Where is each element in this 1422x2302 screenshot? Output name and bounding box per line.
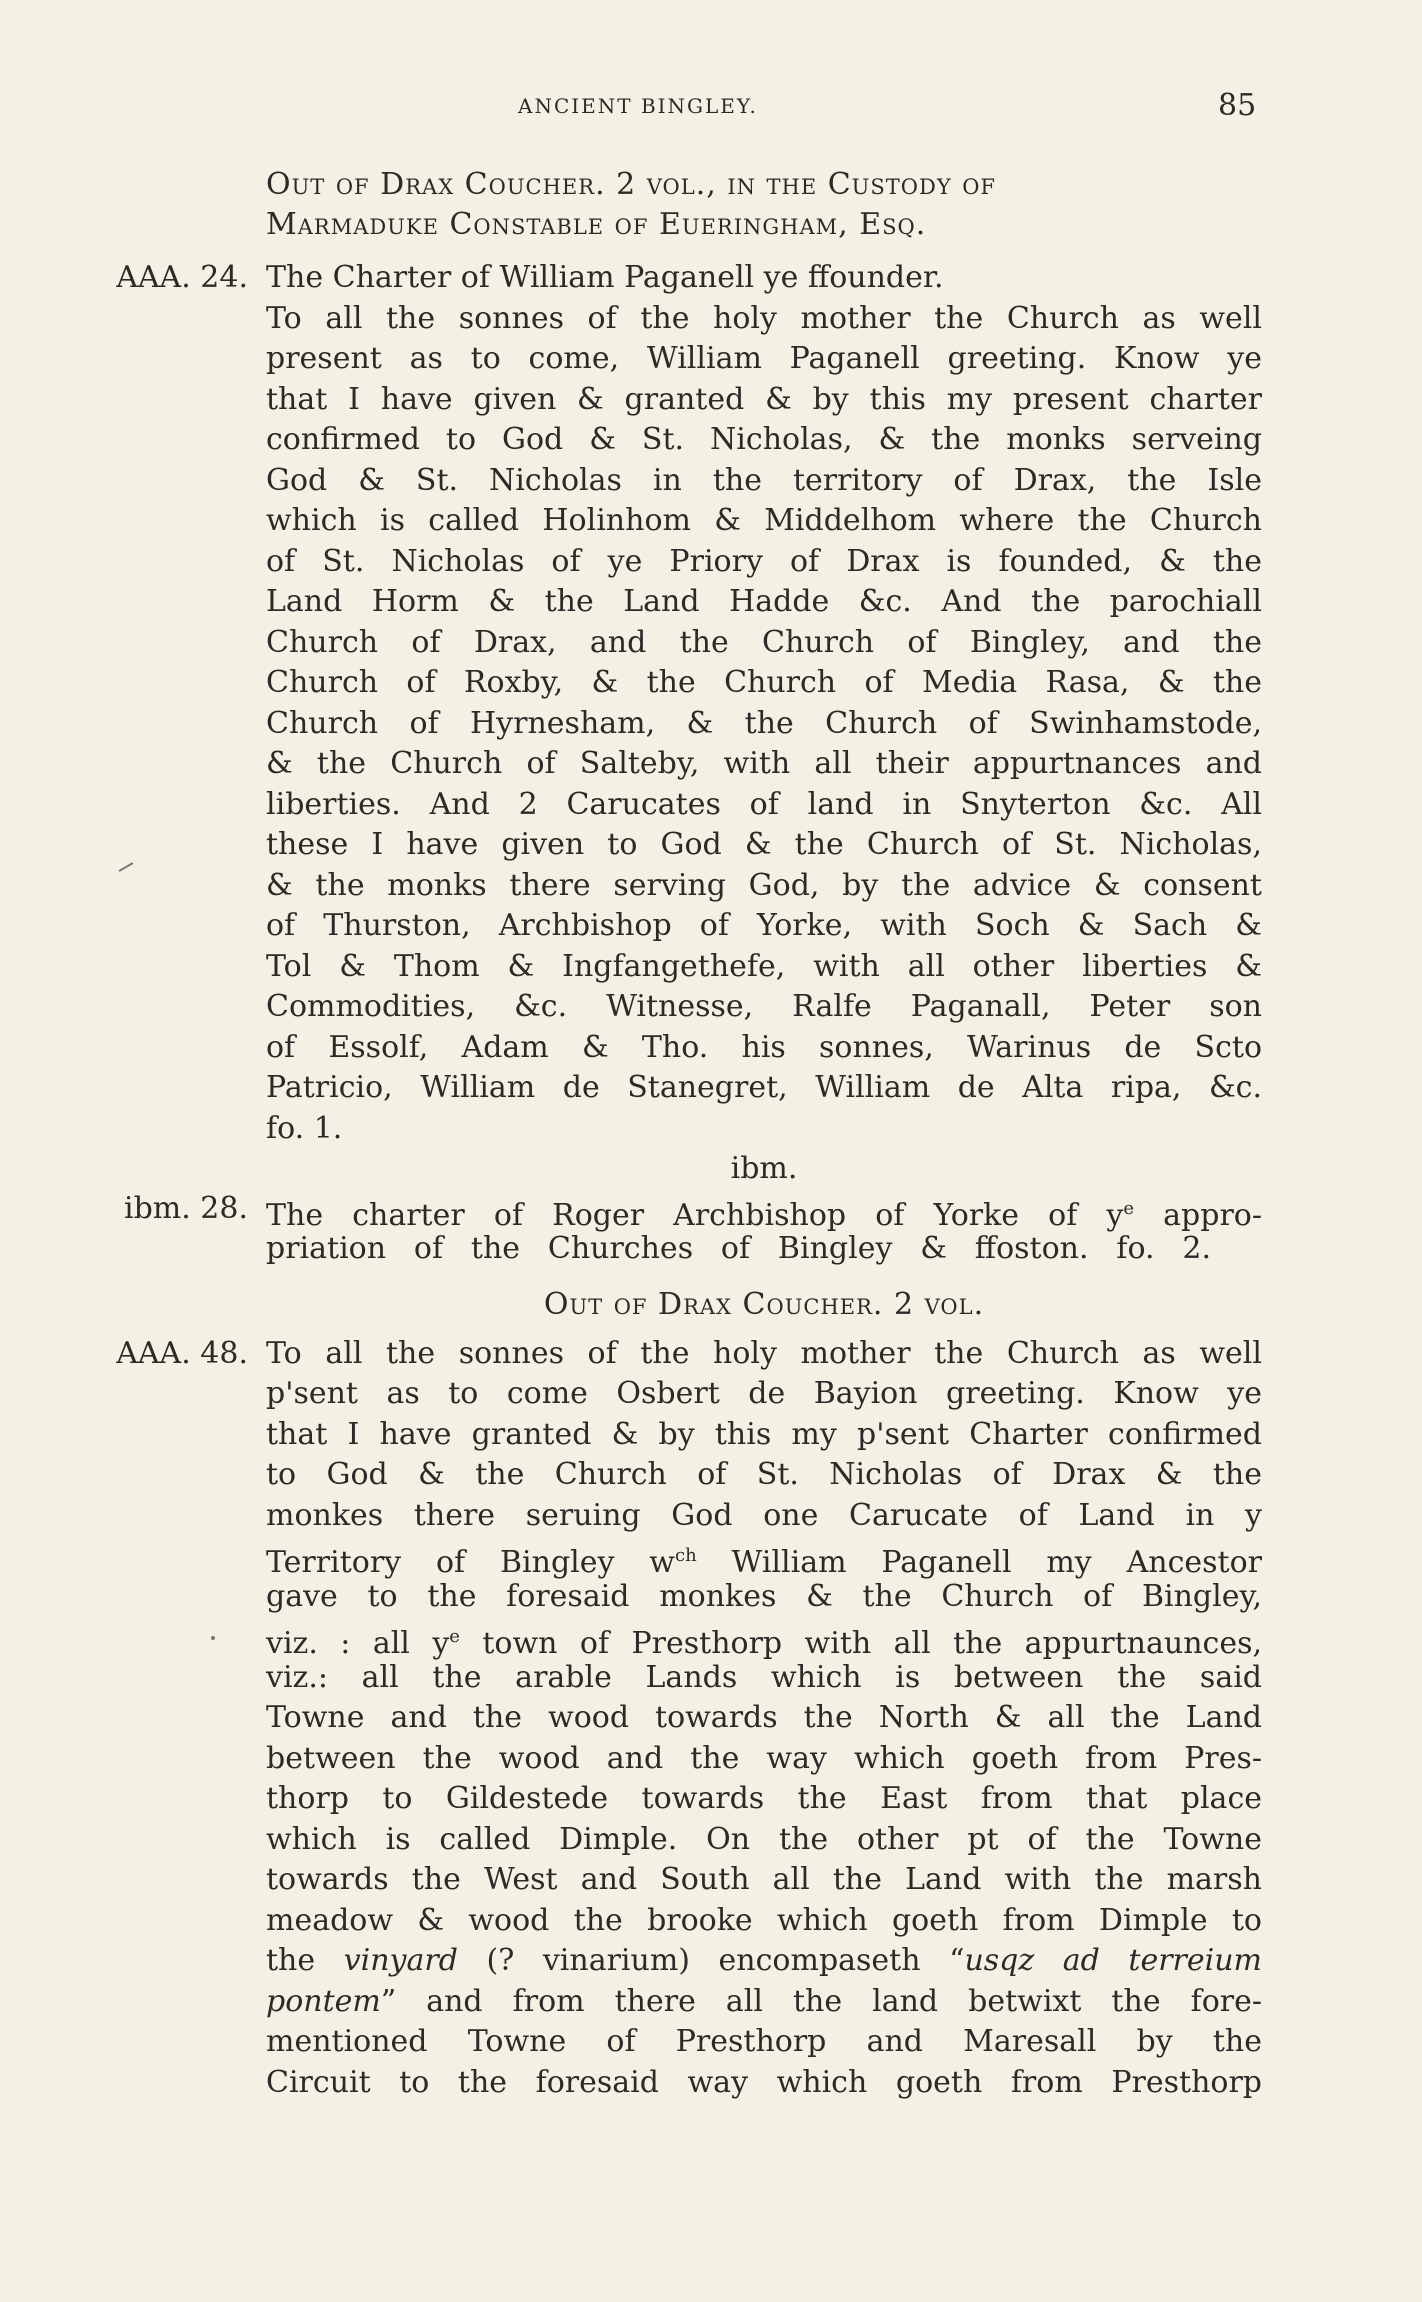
text-line: p'sent as to come Osbert de Bayion greeting. Know ye bbox=[266, 1376, 1262, 1411]
text-line: that I have given & granted & by this my present charter bbox=[266, 381, 1262, 417]
page-number: 85 bbox=[1218, 88, 1257, 123]
italic-text: vinyard bbox=[343, 1943, 458, 1978]
ibm-note: ibm. bbox=[730, 1151, 798, 1186]
text-line bbox=[266, 1941, 1262, 1982]
superscript: ch bbox=[674, 1545, 697, 1566]
text-line: priation of the Churches of Bingley & ffoston. fo. 2. bbox=[266, 1231, 1211, 1266]
text-line: & the Church of Salteby, with all their appurtnances and bbox=[266, 746, 1262, 781]
text-line: to God & the Church of St. Nicholas of Drax & the bbox=[266, 1457, 1262, 1492]
text-line: of Essolf, Adam & Tho. his sonnes, Warinus de Scto bbox=[266, 1029, 1262, 1065]
text-line: monkes there seruing God one Carucate of Land in y bbox=[266, 1498, 1262, 1533]
text-line: Church of Hyrnesham, & the Church of Swinhamstode, bbox=[266, 705, 1262, 741]
text-segment: town of Presthorp with all the appurtnaunces, bbox=[459, 1626, 1263, 1661]
text-line: present as to come, William Paganell greeting. Know ye bbox=[266, 341, 1262, 376]
superscript: e bbox=[449, 1626, 460, 1647]
margin-dot bbox=[211, 1636, 215, 1640]
text-line: which is called Holinhom & Middelhom where the Church bbox=[266, 503, 1262, 538]
text-line: The Charter of William Paganell ye ffounder. bbox=[266, 260, 944, 295]
text-line: that I have granted & by this my p'sent Charter confirmed bbox=[266, 1417, 1262, 1452]
text-line: these I have given to God & the Church of St. Nicholas, bbox=[266, 827, 1262, 862]
text-line: meadow & wood the brooke which goeth from Dimple to bbox=[266, 1903, 1262, 1938]
italic-text: usqz ad terreium bbox=[964, 1943, 1262, 1978]
text-line bbox=[266, 1982, 1262, 2023]
text-segment: the bbox=[266, 1943, 344, 1978]
text-line: Church of Drax, and the Church of Bingley, and the bbox=[266, 624, 1262, 660]
text-segment: appro- bbox=[1134, 1198, 1262, 1233]
text-line: towards the West and South all the Land with the marsh bbox=[266, 1862, 1262, 1897]
text-line: God & St. Nicholas in the territory of Drax, the Isle bbox=[266, 462, 1262, 498]
reference-label: AAA. 48. bbox=[116, 1336, 248, 1371]
text-line: of St. Nicholas of ye Priory of Drax is founded, & the bbox=[266, 543, 1262, 579]
text-segment: ” and from there all the land betwixt the fore- bbox=[380, 1984, 1262, 2019]
text-line: which is called Dimple. On the other pt of the Towne bbox=[266, 1822, 1262, 1857]
text-line: Commodities, &c. Witnesse, Ralfe Paganall, Peter son bbox=[266, 989, 1262, 1024]
text-line: liberties. And 2 Carucates of land in Snyterton &c. All bbox=[266, 786, 1262, 822]
text-line: Towne and the wood towards the North & all the Land bbox=[266, 1700, 1262, 1735]
text-segment: viz. : all y bbox=[266, 1626, 450, 1661]
reference-label: ibm. 28. bbox=[123, 1191, 248, 1226]
text-line: viz.: all the arable Lands which is between the said bbox=[266, 1660, 1262, 1695]
margin-mark bbox=[119, 862, 134, 872]
text-segment: (? vinarium) encompaseth “ bbox=[457, 1943, 965, 1978]
text-line: Church of Roxby, & the Church of Media Rasa, & the bbox=[266, 665, 1262, 700]
text-line: To all the sonnes of the holy mother the Church as well bbox=[266, 1336, 1262, 1371]
text-line: Circuit to the foresaid way which goeth from Presthorp bbox=[266, 2065, 1262, 2100]
text-line: Land Horm & the Land Hadde &c. And the parochiall bbox=[266, 584, 1262, 619]
text-line: of Thurston, Archbishop of Yorke, with Soch & Sach & bbox=[266, 908, 1262, 943]
section-heading-line: Marmaduke Constable of Eueringham, Esq. bbox=[266, 207, 927, 242]
running-head: ANCIENT BINGLEY. bbox=[518, 94, 758, 118]
section-heading: Out of Drax Coucher. 2 vol. bbox=[543, 1287, 985, 1322]
text-line: Tol & Thom & Ingfangethefe, with all other liberties & bbox=[266, 948, 1262, 984]
text-line: mentioned Towne of Presthorp and Maresall by the bbox=[266, 2024, 1262, 2059]
text-segment: Territory of Bingley w bbox=[266, 1545, 675, 1580]
text-line: confirmed to God & St. Nicholas, & the monks serveing bbox=[266, 422, 1262, 457]
reference-label: AAA. 24. bbox=[116, 260, 248, 295]
italic-text: pontem bbox=[266, 1984, 381, 2019]
text-line: thorp to Gildestede towards the East from that place bbox=[266, 1781, 1262, 1816]
text-line: Patricio, William de Stanegret, William de Alta ripa, &c. bbox=[266, 1070, 1262, 1105]
section-heading-line: Out of Drax Coucher. 2 vol., in the Custody of bbox=[266, 167, 997, 202]
text-line: fo. 1. bbox=[266, 1110, 343, 1146]
text-segment: William Paganell my Ancestor bbox=[696, 1545, 1262, 1580]
text-line: gave to the foresaid monkes & the Church of Bingley, bbox=[266, 1579, 1262, 1614]
text-line: To all the sonnes of the holy mother the Church as well bbox=[266, 300, 1262, 336]
text-line: & the monks there serving God, by the advice & consent bbox=[266, 867, 1262, 903]
text-line: between the wood and the way which goeth from Pres- bbox=[266, 1741, 1262, 1776]
text-segment: The charter of Roger Archbishop of Yorke of y bbox=[266, 1198, 1124, 1233]
superscript: e bbox=[1123, 1198, 1135, 1219]
page-header bbox=[0, 88, 1422, 128]
